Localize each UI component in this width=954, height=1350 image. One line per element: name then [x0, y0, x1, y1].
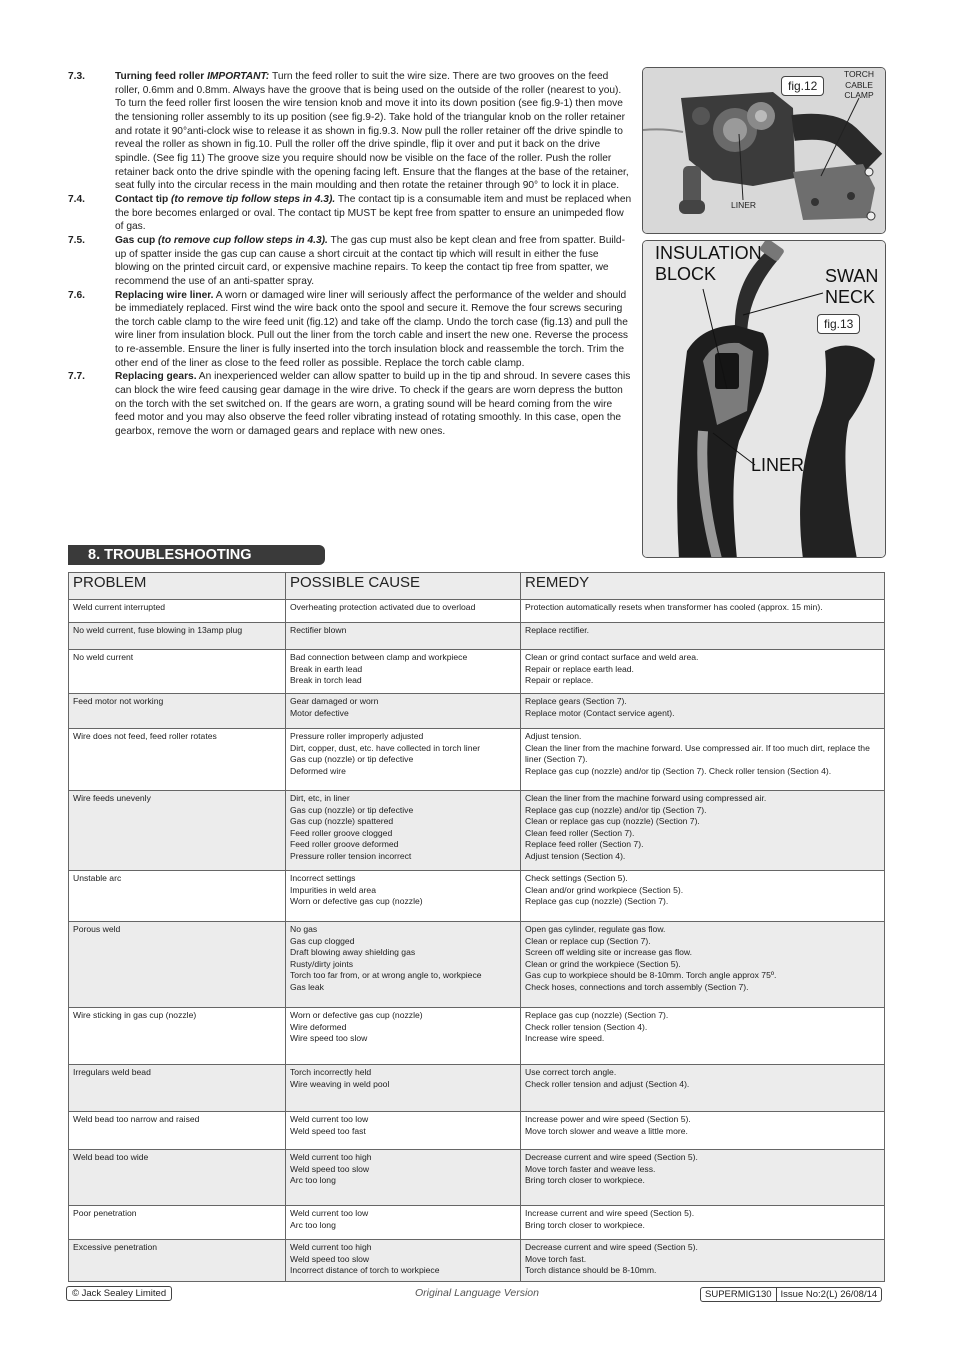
issue-number: Issue No:2(L) 26/08/14 [776, 1288, 882, 1301]
cause-line: Pressure roller improperly adjusted [290, 731, 424, 741]
item-text: The gas cup must also be kept clean and free from spatter. Build-up of spatter inside the gas cup can cause a short circuit at the contact tip which will result in either the fuse blowing on the printed circuit card, or expensive machine repairs. To keep the contact tip free from spatter, we recommend the use of an anti-spatter spray. [115, 234, 625, 287]
cause-line: Dirt, copper, dust, etc. have collected in torch liner [290, 742, 481, 753]
cause-cell [286, 650, 521, 694]
cause-line: Draft blowing away shielding gas [290, 947, 416, 957]
problem-cell: Porous weld [69, 922, 286, 1008]
remedy-line: Repair or replace. [525, 675, 594, 685]
remedy-line: Screen off welding site or increase gas flow. [525, 947, 693, 957]
remedy-cell [521, 922, 885, 1008]
remedy-line: Increase current and wire speed (Section 5). [525, 1208, 695, 1218]
cause-line: Weld speed too fast [290, 1125, 366, 1136]
problem-cell: Excessive penetration [69, 1240, 286, 1282]
item-number: 7.6. [68, 289, 85, 301]
remedy-line: Clean feed roller (Section 7). [525, 827, 635, 838]
remedy-line: Clean or replace gas cup (nozzle) (Section 7). [525, 816, 700, 826]
remedy-line: Adjust tension (Section 4). [525, 850, 626, 861]
problem-cell: Unstable arc [69, 871, 286, 922]
language-version-note: Original Language Version [415, 1287, 539, 1299]
cause-line: Weld speed too slow [290, 1163, 370, 1174]
remedy-line: Clean or grind contact surface and weld area. [525, 652, 699, 662]
cause-line: Wire speed too slow [290, 1033, 368, 1043]
cause-line: Wire deformed [290, 1021, 347, 1032]
remedy-line: Clean the liner from the machine forward. Use compressed air. If too much dirt, replace the liner (Section 7). [525, 742, 870, 764]
remedy-line: Replace feed roller (Section 7). [525, 839, 644, 849]
cause-line: Worn or defective gas cup (nozzle) [290, 1010, 423, 1020]
item-number: 7.5. [68, 234, 85, 246]
problem-cell: Poor penetration [69, 1206, 286, 1240]
item-body [115, 234, 634, 289]
cause-line: Weld speed too slow [290, 1253, 370, 1264]
table-row [69, 1240, 885, 1282]
cause-line: Incorrect settings [290, 873, 356, 883]
cause-line: Feed roller groove deformed [290, 839, 399, 849]
maintenance-section [68, 70, 634, 439]
cause-cell [286, 600, 521, 623]
item-body [115, 370, 634, 438]
remedy-line: Clean the liner from the machine forward using compressed air. [525, 793, 767, 803]
table-row [69, 1065, 885, 1112]
remedy-cell [521, 694, 885, 729]
maintenance-item [68, 370, 634, 438]
problem-cell: Wire sticking in gas cup (nozzle) [69, 1008, 286, 1065]
cause-line: Arc too long [290, 1219, 336, 1230]
figure-13-torch-handle [642, 240, 886, 558]
troubleshooting-heading: 8. TROUBLESHOOTING [68, 545, 325, 565]
problem-cell: No weld current, fuse blowing in 13amp plug [69, 623, 286, 650]
cause-line: Gas cup clogged [290, 935, 355, 946]
remedy-cell [521, 623, 885, 650]
remedy-cell [521, 729, 885, 791]
remedy-cell [521, 1150, 885, 1206]
model-issue-box [700, 1287, 882, 1302]
item-heading: Contact tip [115, 193, 172, 205]
cause-cell [286, 922, 521, 1008]
figure-13-label: fig.13 [817, 314, 860, 334]
remedy-cell [521, 1065, 885, 1112]
remedy-cell [521, 1206, 885, 1240]
table-row [69, 650, 885, 694]
cause-line: Overheating protection activated due to overload [290, 602, 476, 612]
item-text: An inexperienced welder can allow spatter to build up in the tip and shroud. In severe cases this can block the wire feed causing gear damage in the wire drive. To check if the gears are worn depress the button on the torch with the set switched on. If the gears are worn, a grating sound will be heard coming from the wire feed motor and you may also observe the feed roller vibrating instead of rotating smoothly. In this case, open the gearbox, remove the worn or damaged gears and replace with new ones. [115, 371, 631, 438]
copyright-box: © Jack Sealey Limited [66, 1286, 172, 1301]
cause-line: Rectifier blown [290, 625, 347, 635]
cause-line: Gas cup (nozzle) or tip defective [290, 804, 414, 815]
remedy-line: Decrease current and wire speed (Section 5). [525, 1152, 698, 1162]
remedy-line: Check roller tension and adjust (Section 4). [525, 1078, 690, 1089]
item-heading: Replacing wire liner. [115, 289, 214, 301]
torch-cable-clamp-label [841, 69, 877, 101]
liner-label: LINER [731, 200, 757, 210]
item-body [115, 289, 634, 371]
cause-cell [286, 871, 521, 922]
cause-line: Gas cup (nozzle) spattered [290, 816, 394, 826]
problem-cell: Wire feeds unevenly [69, 791, 286, 871]
remedy-line: Increase power and wire speed (Section 5). [525, 1114, 691, 1124]
cause-line: Incorrect distance of torch to workpiece [290, 1265, 440, 1275]
cause-line: Gas cup (nozzle) or tip defective [290, 754, 414, 764]
cause-line: Weld current too low [290, 1208, 369, 1218]
cause-line: Weld current too low [290, 1114, 369, 1124]
maintenance-item [68, 193, 634, 234]
problem-cell: Feed motor not working [69, 694, 286, 729]
column-header-remedy: REMEDY [521, 573, 885, 600]
cause-line: Gas leak [290, 981, 324, 992]
cause-line: Worn or defective gas cup (nozzle) [290, 896, 423, 906]
cause-cell [286, 1150, 521, 1206]
cause-line: Rusty/dirty joints [290, 958, 354, 969]
cause-cell [286, 623, 521, 650]
table-row [69, 729, 885, 791]
item-heading: Replacing gears. [115, 371, 197, 383]
column-header-problem: PROBLEM [69, 573, 286, 600]
cause-line: Gear damaged or worn [290, 696, 379, 706]
remedy-line: Move torch faster and weave less. [525, 1163, 656, 1174]
label-line: BLOCK [655, 264, 717, 284]
item-number: 7.4. [68, 193, 85, 205]
remedy-cell [521, 1008, 885, 1065]
cause-cell [286, 1008, 521, 1065]
maintenance-item [68, 289, 634, 371]
table-row [69, 1112, 885, 1150]
remedy-line: Clean and/or grind workpiece (Section 5). [525, 884, 684, 895]
remedy-line: Replace gas cup (nozzle) and/or tip (Section 7). Check roller tension (Section 4). [525, 765, 832, 776]
cause-line: Break in earth lead [290, 663, 363, 674]
remedy-line: Torch distance should be 8-10mm. [525, 1265, 657, 1275]
remedy-line: Increase wire speed. [525, 1033, 605, 1043]
table-header-row [69, 573, 885, 600]
cause-line: Bad connection between clamp and workpiece [290, 652, 468, 662]
cause-line: Break in torch lead [290, 675, 362, 685]
remedy-line: Check settings (Section 5). [525, 873, 628, 883]
remedy-line: Check roller tension (Section 4). [525, 1021, 648, 1032]
label-line: TORCH [843, 69, 875, 79]
remedy-line: Bring torch closer to workpiece. [525, 1175, 645, 1185]
remedy-line: Replace gas cup (nozzle) (Section 7). [525, 1010, 669, 1020]
cause-cell [286, 791, 521, 871]
cause-line: Feed roller groove clogged [290, 827, 393, 838]
remedy-line: Move torch slower and weave a little more. [525, 1125, 688, 1136]
remedy-cell [521, 1240, 885, 1282]
cause-cell [286, 1112, 521, 1150]
remedy-line: Gas cup to workpiece should be 8-10mm. Torch angle approx 75º. [525, 970, 777, 980]
cause-line: Weld current too high [290, 1152, 372, 1162]
table-row [69, 623, 885, 650]
cause-line: Weld current too high [290, 1242, 372, 1252]
problem-cell: Wire does not feed, feed roller rotates [69, 729, 286, 791]
item-text: Turn the feed roller to suit the wire size. There are two grooves on the feed roller, 0.6mm and 0.8mm. Always have the groove that is being used on the outside of the roller (nearest to you). To turn the feed roller first loosen the wire tension knob and move it into its down position (see fig.9-1) then move the tensioning roller assembly to its up position (see fig.9-2). Take hold of the triangular knob on the roller retainer and rotate it 90°anti-clock wise to release it as shown in fig.9.3. Now pull the roller retainer off the drive spindle to reveal the roller as shown in fig.10. Pull the roller off the drive spindle, flip it over and put it back on the drive spindle. (See fig 11) The groove size you require should now be visible on the face of the roller. Push the roller retainer back onto the drive spindle with the opening facing left. Ensure that the flanges at the base of the retainer, seat fully into the circular recess in the main moulding and then rotate the retainer through 90° to lock it in place. [115, 71, 629, 192]
remedy-line: Clean or replace cup (Section 7). [525, 935, 651, 946]
item-text: A worn or damaged wire liner will seriously affect the performance of the welder and should be immediately replaced. First wind the wire back onto the spool and secure it. Remove the four screws securing the torch cable clamp to the wire feed unit (fig.12) and take off the clamp. Undo the torch case (fig.13) and pull the wire liner from insulation block. Pull out the liner from the torch cable and insert the new one. Reverse the process to re-assemble. Ensure the liner is fully inserted into the torch insulation block and reassemble the torch. Trim the other end of the liner as close to the feed roller as possible. Replace the torch cable clamp. [115, 289, 629, 369]
cause-cell [286, 1065, 521, 1112]
cause-line: Pressure roller tension incorrect [290, 850, 412, 861]
remedy-line: Bring torch closer to workpiece. [525, 1219, 645, 1230]
table-row [69, 600, 885, 623]
problem-cell: Weld bead too wide [69, 1150, 286, 1206]
cause-line: Motor defective [290, 707, 349, 718]
column-header-cause: POSSIBLE CAUSE [286, 573, 521, 600]
table-row [69, 791, 885, 871]
problem-cell: Weld bead too narrow and raised [69, 1112, 286, 1150]
maintenance-item [68, 70, 634, 193]
item-heading-note: IMPORTANT: [207, 71, 270, 82]
remedy-line: Protection automatically resets when transformer has cooled (approx. 15 min). [525, 602, 823, 612]
swan-neck-label [825, 266, 878, 308]
remedy-line: Repair or replace earth lead. [525, 663, 634, 674]
remedy-line: Replace gas cup (nozzle) and/or tip (Section 7). [525, 804, 707, 815]
remedy-line: Move torch fast. [525, 1253, 587, 1264]
item-number: 7.7. [68, 371, 85, 383]
figure-12-label: fig.12 [781, 76, 824, 96]
label-line: SWAN [825, 266, 879, 286]
model-number: SUPERMIG130 [705, 1289, 772, 1300]
liner-label: LINER [751, 455, 805, 475]
item-text: The contact tip is a consumable item and must be replaced when the bore becomes enlarged or oval. The contact tip MUST be kept free from spatter to ensure an unimpeded flow of gas. [115, 193, 632, 233]
table-row [69, 1008, 885, 1065]
label-line: CABLE [845, 79, 873, 90]
item-body [115, 193, 634, 234]
remedy-line: Clean or grind the workpiece (Section 5). [525, 958, 681, 969]
remedy-cell [521, 1112, 885, 1150]
problem-cell: No weld current [69, 650, 286, 694]
table-row [69, 922, 885, 1008]
cause-cell [286, 694, 521, 729]
cause-line: Torch incorrectly held [290, 1067, 372, 1077]
remedy-line: Adjust tension. [525, 731, 582, 741]
problem-cell: Irregulars weld bead [69, 1065, 286, 1112]
remedy-line: Check hoses, connections and torch assembly (Section 7). [525, 981, 749, 992]
maintenance-item [68, 234, 634, 289]
troubleshooting-table [68, 572, 885, 1282]
remedy-line: Replace gas cup (nozzle) (Section 7). [525, 896, 669, 906]
cause-line: Wire weaving in weld pool [290, 1078, 390, 1089]
item-body [115, 70, 634, 193]
remedy-cell [521, 600, 885, 623]
remedy-cell [521, 791, 885, 871]
cause-line: Impurities in weld area [290, 884, 376, 895]
remedy-cell [521, 871, 885, 922]
label-line: INSULATION [655, 243, 762, 263]
remedy-line: Open gas cylinder, regulate gas flow. [525, 924, 666, 934]
remedy-line: Use correct torch angle. [525, 1067, 617, 1077]
cause-line: Dirt, etc, in liner [290, 793, 350, 803]
insulation-block-label [655, 243, 762, 285]
figure-12-torch-clamp [642, 67, 886, 234]
problem-cell: Weld current interrupted [69, 600, 286, 623]
cause-cell [286, 729, 521, 791]
label-line: CLAMP [844, 90, 874, 100]
item-heading: Gas cup [115, 234, 159, 246]
table-row [69, 694, 885, 729]
table-row [69, 871, 885, 922]
label-line: NECK [825, 287, 876, 307]
cause-line: Deformed wire [290, 765, 346, 776]
cause-cell [286, 1240, 521, 1282]
item-heading-note: (to remove tip follow steps in 4.3). [171, 193, 336, 205]
item-heading-note: (to remove cup follow steps in 4.3). [158, 234, 328, 246]
remedy-cell [521, 650, 885, 694]
cause-line: No gas [290, 924, 318, 934]
remedy-line: Replace rectifier. [525, 625, 590, 635]
cause-line: Torch too far from, or at wrong angle to, workpiece [290, 970, 482, 980]
cause-line: Arc too long [290, 1175, 336, 1185]
table-row [69, 1150, 885, 1206]
cause-cell [286, 1206, 521, 1240]
item-number: 7.3. [68, 71, 85, 82]
remedy-line: Decrease current and wire speed (Section 5). [525, 1242, 698, 1252]
table-row [69, 1206, 885, 1240]
remedy-line: Replace gears (Section 7). [525, 696, 627, 706]
remedy-line: Replace motor (Contact service agent). [525, 707, 675, 718]
item-heading: Turning feed roller [115, 71, 208, 82]
